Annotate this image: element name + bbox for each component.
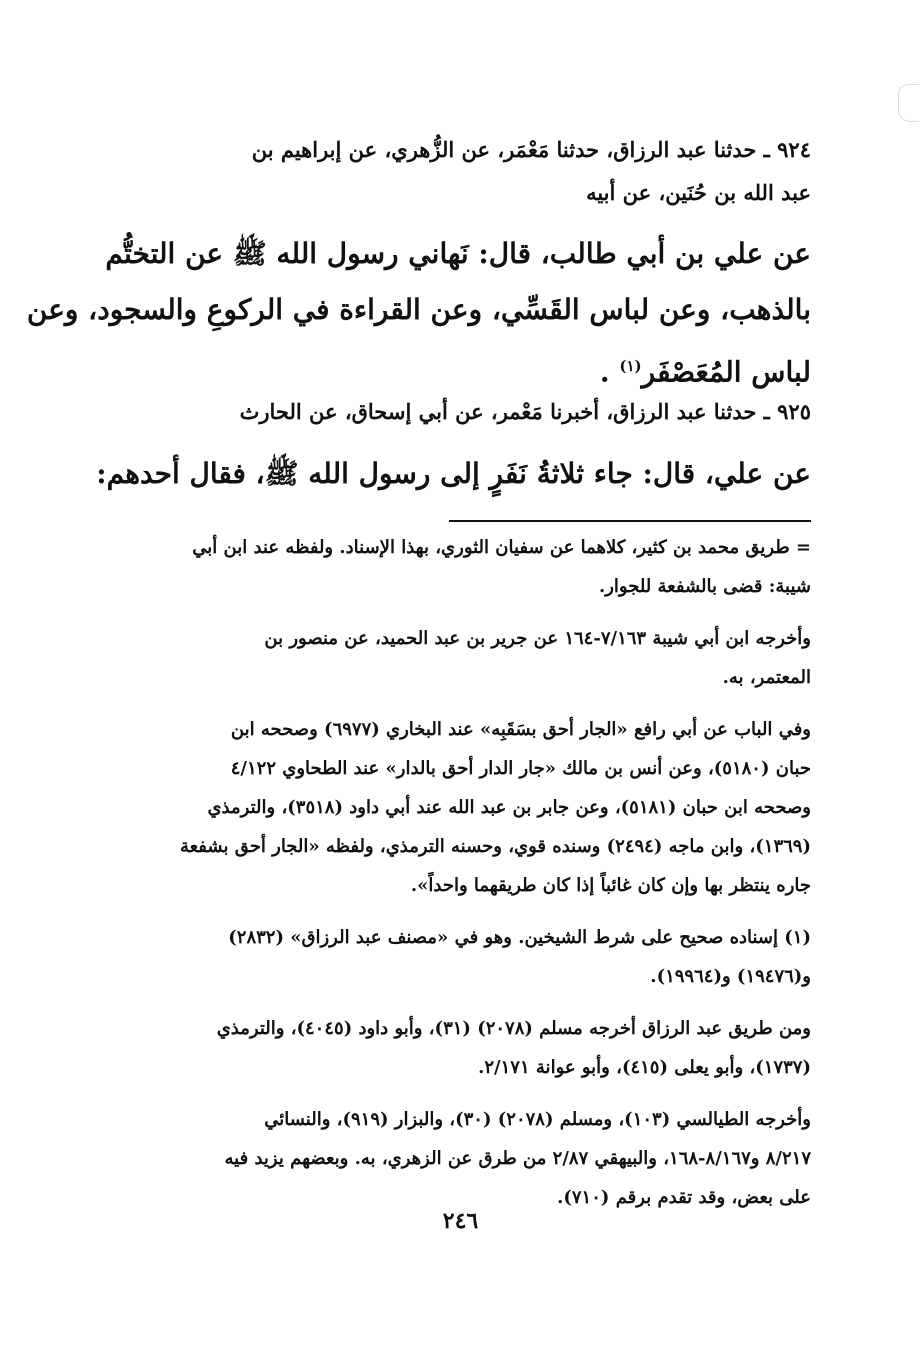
- footnotes: [99, 528, 811, 1230]
- text-line: (١٧٣٧)، وأبو يعلى (٤١٥)، وأبو عوانة ٢/١٧١.: [478, 1057, 811, 1078]
- footnote-paragraph: [99, 1009, 811, 1087]
- text-fragment: لباس المُعَصْفَر: [641, 355, 811, 389]
- margin-smudge: [898, 84, 919, 122]
- text-fragment: .: [599, 355, 610, 389]
- text-line: عبد الله بن حُنَين، عن أبيه: [586, 180, 811, 205]
- text-line: على بعض، وقد تقدم برقم (٧١٠).: [557, 1187, 811, 1208]
- text-line: = طريق محمد بن كثير، كلاهما عن سفيان الثوري، بهذا الإسناد. ولفظه عند ابن أبي: [192, 537, 811, 558]
- text-line: (١) إسناده صحيح على شرط الشيخين. وهو في «مصنف عبد الرزاق» (٢٨٣٢): [228, 927, 811, 948]
- footnote-paragraph: [99, 1100, 811, 1217]
- hadith-924-matn: [26, 226, 811, 400]
- footnote-paragraph: [99, 918, 811, 996]
- footnote-paragraph: [99, 528, 811, 606]
- text-line: حبان (٥١٨٠)، وعن أنس بن مالك «جار الدار أحق بالدار» عند الطحاوي ٤/١٢٢: [230, 758, 811, 779]
- text-line: بالذهب، وعن لباس القَسِّي، وعن القراءة في الركوعِ والسجود، وعن: [26, 293, 811, 326]
- text-line: المعتمر، به.: [722, 667, 811, 688]
- page-number: ٢٤٦: [442, 1208, 479, 1234]
- footnote-reference: (١): [619, 357, 642, 375]
- text-line: ٩٢٥ ـ حدثنا عبد الرزاق، أخبرنا مَعْمر، عن أبي إسحاق، عن الحارث: [239, 399, 811, 424]
- text-line: شيبة: قضى بالشفعة للجوار.: [598, 576, 811, 597]
- hadith-925-matn: [96, 446, 811, 502]
- footnote-divider: [449, 520, 811, 522]
- text-line: و(١٩٤٧٦) و(١٩٩٦٤).: [650, 966, 811, 987]
- text-line: ٨/٢١٧ و٨/١٦٧-١٦٨، والبيهقي ٢/٨٧ من طرق عن الزهري، به. وبعضهم يزيد فيه: [224, 1148, 811, 1169]
- hadith-925-isnad: [99, 390, 811, 433]
- text-line: عن علي، قال: جاء ثلاثةُ نَفَرٍ إلى رسول الله ﷺ، فقال أحدهم:: [96, 457, 811, 490]
- text-line: عن علي بن أبي طالب، قال: نَهاني رسول الله ﷺ عن التختُّم: [105, 237, 811, 270]
- hadith-924-isnad: [99, 128, 811, 214]
- text-line: ٩٢٤ ـ حدثنا عبد الرزاق، حدثنا مَعْمَر، عن الزُّهري، عن إبراهيم بن: [251, 137, 811, 162]
- text-line: جاره ينتظر بها وإن كان غائباً إذا كان طريقهما واحداً».: [410, 875, 811, 896]
- text-line: وأخرجه ابن أبي شيبة ٧/١٦٣-١٦٤ عن جرير بن عبد الحميد، عن منصور بن: [264, 628, 811, 649]
- text-line: وصححه ابن حبان (٥١٨١)، وعن جابر بن عبد الله عند أبي داود (٣٥١٨)، والترمذي: [207, 797, 811, 818]
- text-line: ومن طريق عبد الرزاق أخرجه مسلم (٢٠٧٨) (٣١)، وأبو داود (٤٠٤٥)، والترمذي: [216, 1018, 811, 1039]
- footnote-paragraph: [99, 710, 811, 905]
- footnote-paragraph: [99, 619, 811, 697]
- text-line: وفي الباب عن أبي رافع «الجار أحق بسَقَبِه» عند البخاري (٦٩٧٧) وصححه ابن: [230, 719, 811, 740]
- text-line: (١٣٦٩)، وابن ماجه (٢٤٩٤) وسنده قوي، وحسنه الترمذي، ولفظه «الجار أحق بشفعة: [179, 836, 811, 857]
- text-line: وأخرجه الطيالسي (١٠٣)، ومسلم (٢٠٧٨) (٣٠)، والبزار (٩١٩)، والنسائي: [264, 1109, 811, 1130]
